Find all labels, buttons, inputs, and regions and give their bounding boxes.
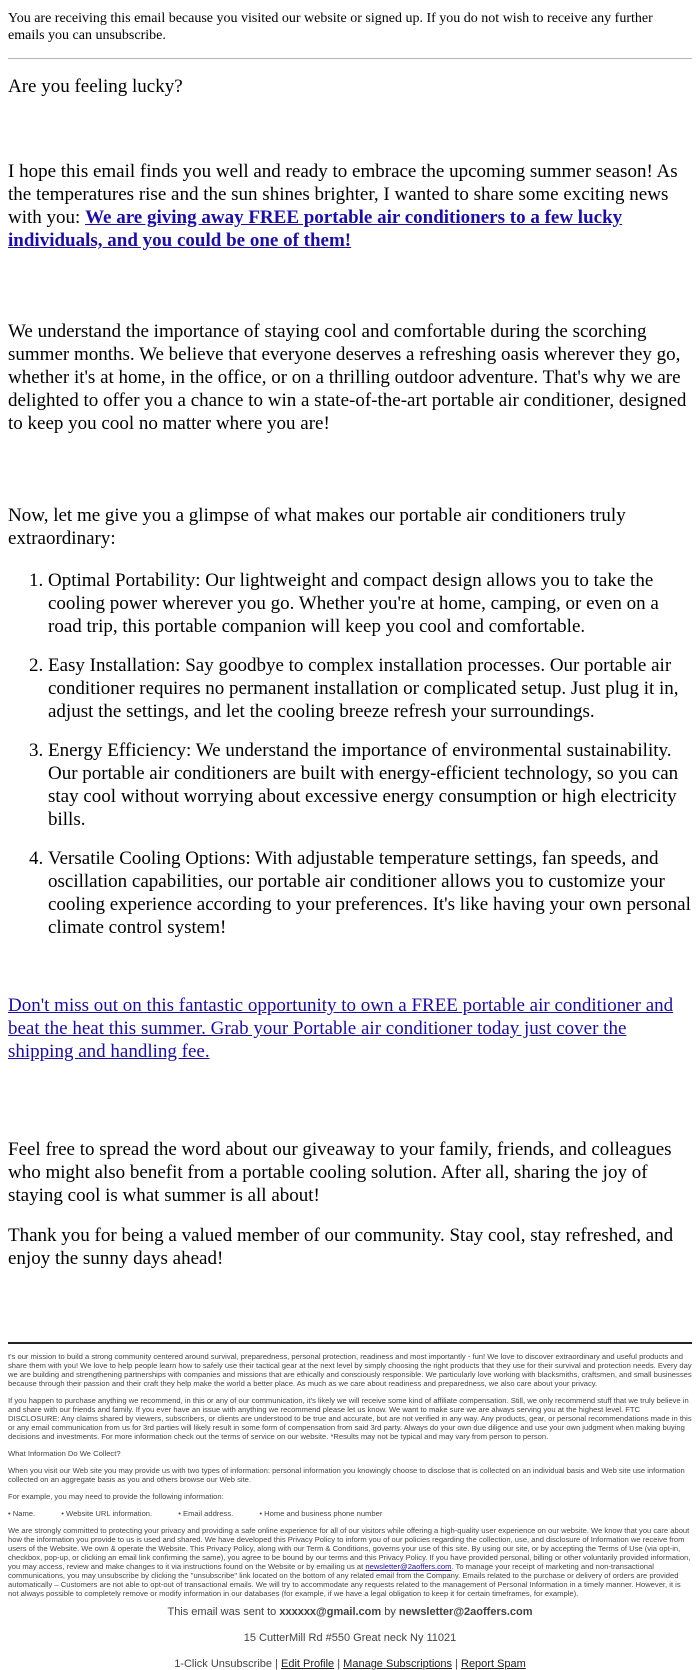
header-divider <box>8 58 692 59</box>
separator: | <box>337 1658 341 1670</box>
bullet-website-url: • Website URL information. <box>61 1509 153 1518</box>
sent-by: by <box>381 1606 399 1618</box>
share-paragraph: Feel free to spread the word about our giveaway to your family, friends, and colleagues who might also benefit from a portable cooling solution. After all, sharing the joy of staying cool is what summer is all about! <box>8 1139 672 1206</box>
cta-link[interactable]: Don't miss out on this fantastic opportunity to own a FREE portable air conditioner and beat the heat this summer. Grab your Portable air conditioner today just cover the shipping and handling fee. <box>8 995 674 1062</box>
recipient-email: xxxxxx@gmail.com <box>279 1606 382 1618</box>
legal-disclaimer <box>8 1352 692 1598</box>
privacy-policy-text <box>8 1526 692 1598</box>
manage-subscriptions-link[interactable]: Manage Subscriptions <box>343 1658 453 1670</box>
sent-prefix: This email was sent to <box>167 1606 280 1618</box>
info-example-text: For example, you may need to provide the following information: <box>8 1492 224 1501</box>
bullet-email-address: • Email address. <box>178 1509 234 1518</box>
bullet-phone-number: • Home and business phone number <box>259 1509 383 1518</box>
info-bullet-list <box>8 1509 692 1518</box>
giveaway-link[interactable]: We are giving away FREE portable air conditioners to a few lucky individuals, and you could be one of them! <box>8 207 623 251</box>
sender-email: newsletter@2aoffers.com <box>398 1606 533 1618</box>
feature-item-cooling-options: 4. Versatile Cooling Options: With adjustable temperature settings, fan speeds, and oscillation capabilities, our portable air conditioner allows you to customize your cooling experience according to your preferences. It's like having your own personal climate control system! <box>48 847 692 939</box>
info-types-text: When you visit our Web site you may provide us with two types of information: personal information you knowingly choose to disclose that is collected on an individual basis and Web site use information collected on an aggregate basis as you and others browse our Web site. <box>8 1466 685 1484</box>
glimpse-paragraph: Now, let me give you a glimpse of what makes our portable air conditioners truly extraordinary: <box>8 505 626 549</box>
mission-statement: t's our mission to build a strong community centered around survival, preparedness, personal protection, readiness and most importantly - fun! We love to discover extraordinary and useful products and share them with you! We love to help people learn how to safely use their tactical gear at the next level by simply choosing the right products that they use for their survival and protection needs. Every day we are building and strengthening partnerships with companies and missions that are ethically and consciously responsible. We particularly love working with blacksmiths, craftsmen, and small businesses because through their passion and their craft they help make the world a better place. As much as we care about readiness and preparedness, we also care about your privacy. <box>8 1352 692 1388</box>
feature-list <box>8 569 692 939</box>
thank-you-paragraph: Thank you for being a valued member of our community. Stay cool, stay refreshed, and enjoy the sunny days ahead! <box>8 1225 674 1269</box>
email-subject-line: Are you feeling lucky? <box>8 76 183 97</box>
cta-paragraph <box>8 994 692 1063</box>
privacy-email-link[interactable]: newsletter@2aoffers.com <box>365 1562 452 1571</box>
intro-paragraph <box>8 160 692 252</box>
feature-item-portability: 1. Optimal Portability: Our lightweight and compact design allows you to take the cooling power wherever you go. Whether you're at home, camping, or even on a road trip, this portable companion will keep you cool and comfortable. <box>48 569 692 638</box>
footer-divider <box>8 1342 692 1344</box>
one-click-unsubscribe[interactable]: 1-Click Unsubscribe <box>174 1658 272 1670</box>
info-collect-heading: What Information Do We Collect? <box>8 1449 121 1458</box>
importance-paragraph: We understand the importance of staying cool and comfortable during the scorching summer months. We believe that everyone deserves a refreshing oasis wherever they go, whether it's at home, in the office, or on a thrilling outdoor adventure. That's why we are delighted to offer you a chance to win a state-of-the-art portable air conditioner, designed to keep you cool no matter where you are! <box>8 321 687 434</box>
sent-to-line <box>8 1606 692 1618</box>
intro-text: I hope this email finds you well and ready to embrace the upcoming summer season! As the temperatures rise and the sun shines brighter, I wanted to share some exciting news with you: <box>8 161 678 228</box>
feature-item-efficiency: 3. Energy Efficiency: We understand the importance of environmental sustainability. Our portable air conditioners are built with energy-efficient technology, so you can stay cool without worrying about excessive energy consumption or high electricity bills. <box>48 739 692 831</box>
privacy-text-after: . To manage your receipt of marketing and non-transactional communications, you may unsubscribe by clicking the "unsubscribe" link located on the bottom of any related email from the Company. Emails related to the purchase or delivery of orders are provided automatically – Customers are not able to opt-out of transactional emails. We will try to accommodate any requests related to the management of Personal Information in a timely manner. However, it is not always possible to completely remove or modify information in our databases (for example, if we have a legal obligation to keep it for certain timeframes, for example). <box>8 1562 681 1598</box>
affiliate-disclosure: If you happen to purchase anything we recommend, in this or any of our communication, it's likely we will receive some kind of affiliate compensation. Still, we only recommend stuff that we truly believe in and share with our friends and family. If you ever have an issue with anything we recommend please let us know. We want to make sure we are always serving you at the highest level. FTC DISCLOSURE: Any claims shared by viewers, subscribers, or clients are understood to be true and accurate, but are not verified in any way. Any products, gear, or personal recommendations made in this or any email communication from us for 3rd parties will likely result in some form of compensation from said 3rd party. Always do your own due diligence and use your own judgment when making buying decisions and investments. For more information check out the terms of service on our website. *Results may not be typical and may vary from person to person. <box>8 1396 692 1441</box>
unsubscribe-notice: You are receiving this email because you visited our website or signed up. If you do not wish to receive any further emails you can unsubscribe. <box>8 11 653 43</box>
bullet-name: • Name. <box>8 1509 36 1518</box>
separator: | <box>455 1658 458 1670</box>
report-spam-link[interactable]: Report Spam <box>461 1658 526 1670</box>
footer-links <box>8 1658 692 1670</box>
mailing-address: 15 CutterMill Rd #550 Great neck Ny 11021 <box>243 1632 457 1644</box>
edit-profile-link[interactable]: Edit Profile <box>280 1658 335 1670</box>
feature-item-installation: 2. Easy Installation: Say goodbye to complex installation processes. Our portable air conditioner requires no permanent installation or complicated setup. Just plug it in, adjust the settings, and let the cooling breeze refresh your surroundings. <box>48 654 692 723</box>
separator: | <box>275 1658 278 1670</box>
privacy-text-before: We are strongly committed to protecting your privacy and providing a safe online experience for all of our visitors while offering a high-quality user experience on our website. We know that you care about how the information you provide to us is used and shared. We have developed this Privacy Policy to inform you of our policies regarding the collection, use, and disclosure of Information we receive from users of the Website. We own & operate the Website. This Privacy Policy, along with our Term & Conditions, governs your use of this site. By using our site, or by accepting the Terms of Use (via opt-in, checkbox, pop-up, or clicking an email link confirming the same), you agree to be bound by our terms and this Privacy Policy. If you have provided personal, billing or other voluntarily provided information, you may access, review and make changes to it via instructions found on the Website or by emailing us at <box>8 1526 691 1571</box>
